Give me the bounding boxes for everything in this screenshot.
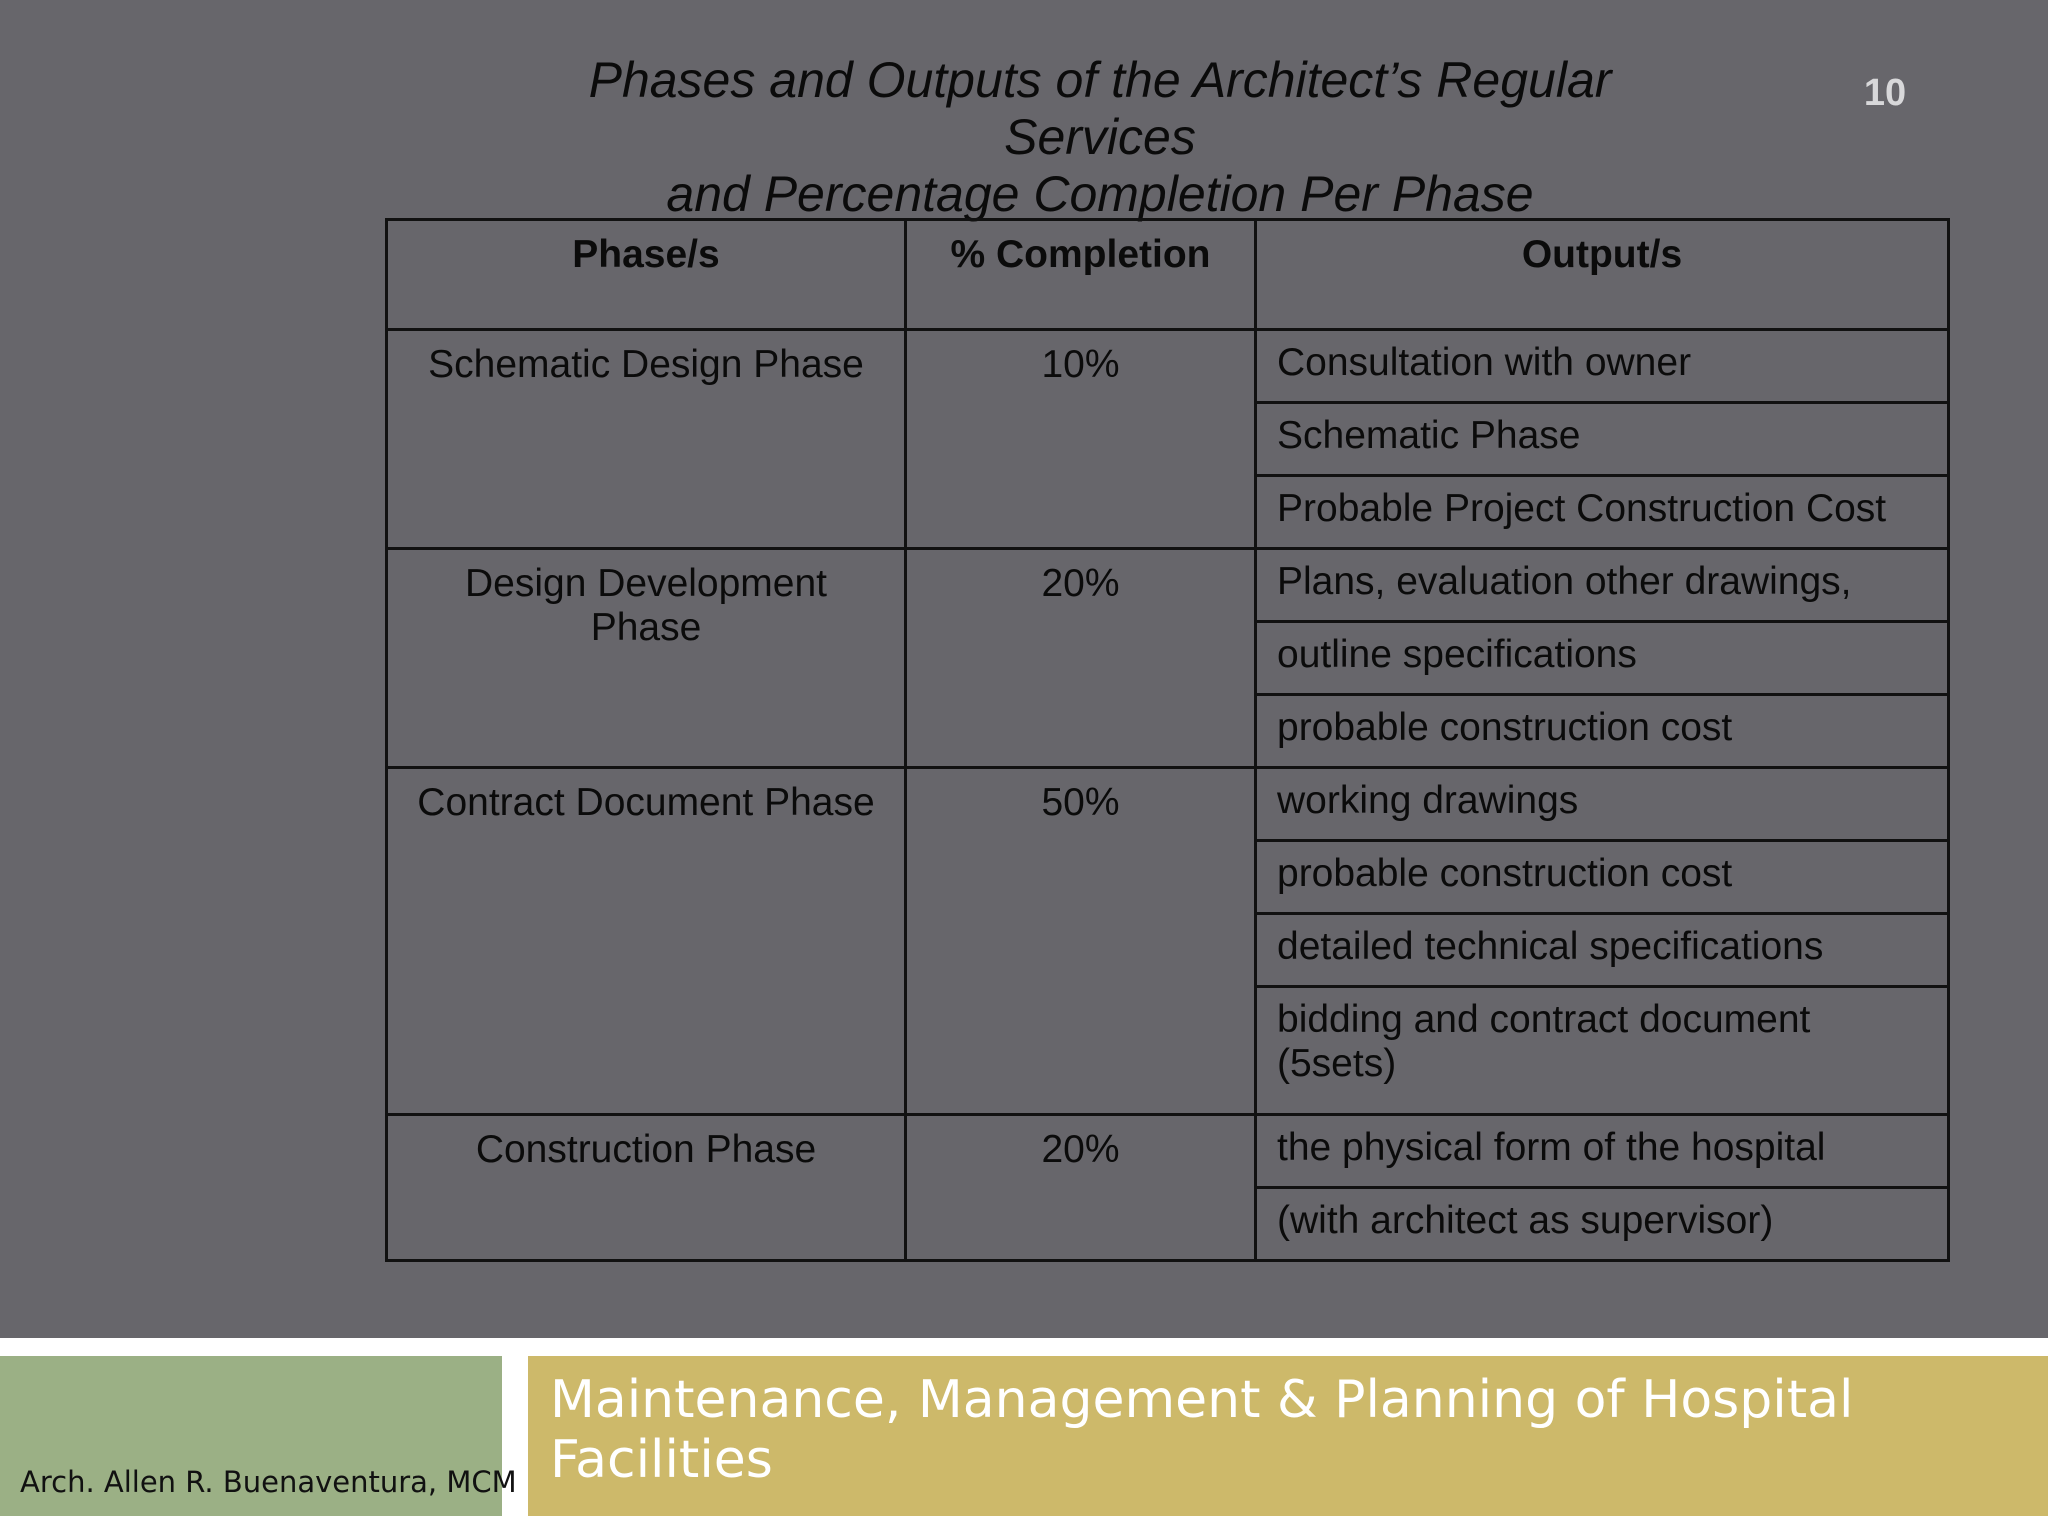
table-row [387,549,1949,622]
course-title-line: Maintenance, Management & Planning of Hospital [550,1370,1854,1430]
output-cell: Consultation with owner [1256,330,1949,403]
phase-cell: Design Development Phase [387,549,906,768]
table-header-row [387,220,1949,330]
completion-cell: 50% [906,768,1256,1115]
table-row [387,1115,1949,1188]
phase-cell: Schematic Design Phase [387,330,906,549]
output-cell: detailed technical specifications [1256,914,1949,987]
output-cell: working drawings [1256,768,1949,841]
course-title [550,1370,2000,1490]
table-row [387,330,1949,403]
output-cell: probable construction cost [1256,695,1949,768]
slide-title [500,52,1700,223]
output-cell: (with architect as supervisor) [1256,1188,1949,1261]
slide-title-line: Phases and Outputs of the Architect’s Regular [588,52,1612,108]
output-cell: probable construction cost [1256,841,1949,914]
output-cell: Schematic Phase [1256,403,1949,476]
completion-cell: 20% [906,549,1256,768]
header-completion: % Completion [906,220,1256,330]
course-title-line: Facilities [550,1430,773,1490]
header-output: Output/s [1256,220,1949,330]
output-cell: the physical form of the hospital [1256,1115,1949,1188]
header-phase: Phase/s [387,220,906,330]
phase-cell: Contract Document Phase [387,768,906,1115]
phase-cell: Construction Phase [387,1115,906,1261]
phases-table [385,218,1950,1262]
completion-cell: 10% [906,330,1256,549]
author-name: Arch. Allen R. Buenaventura, MCM [20,1465,517,1499]
slide-title-line: and Percentage Completion Per Phase [666,166,1534,222]
table-row [387,768,1949,841]
page-number: 10 [1863,72,1907,114]
completion-cell: 20% [906,1115,1256,1261]
output-cell: outline specifications [1256,622,1949,695]
output-cell: bidding and contract document (5sets) [1256,987,1949,1115]
output-cell: Plans, evaluation other drawings, [1256,549,1949,622]
slide-title-line: Services [1004,109,1196,165]
output-cell: Probable Project Construction Cost [1256,476,1949,549]
